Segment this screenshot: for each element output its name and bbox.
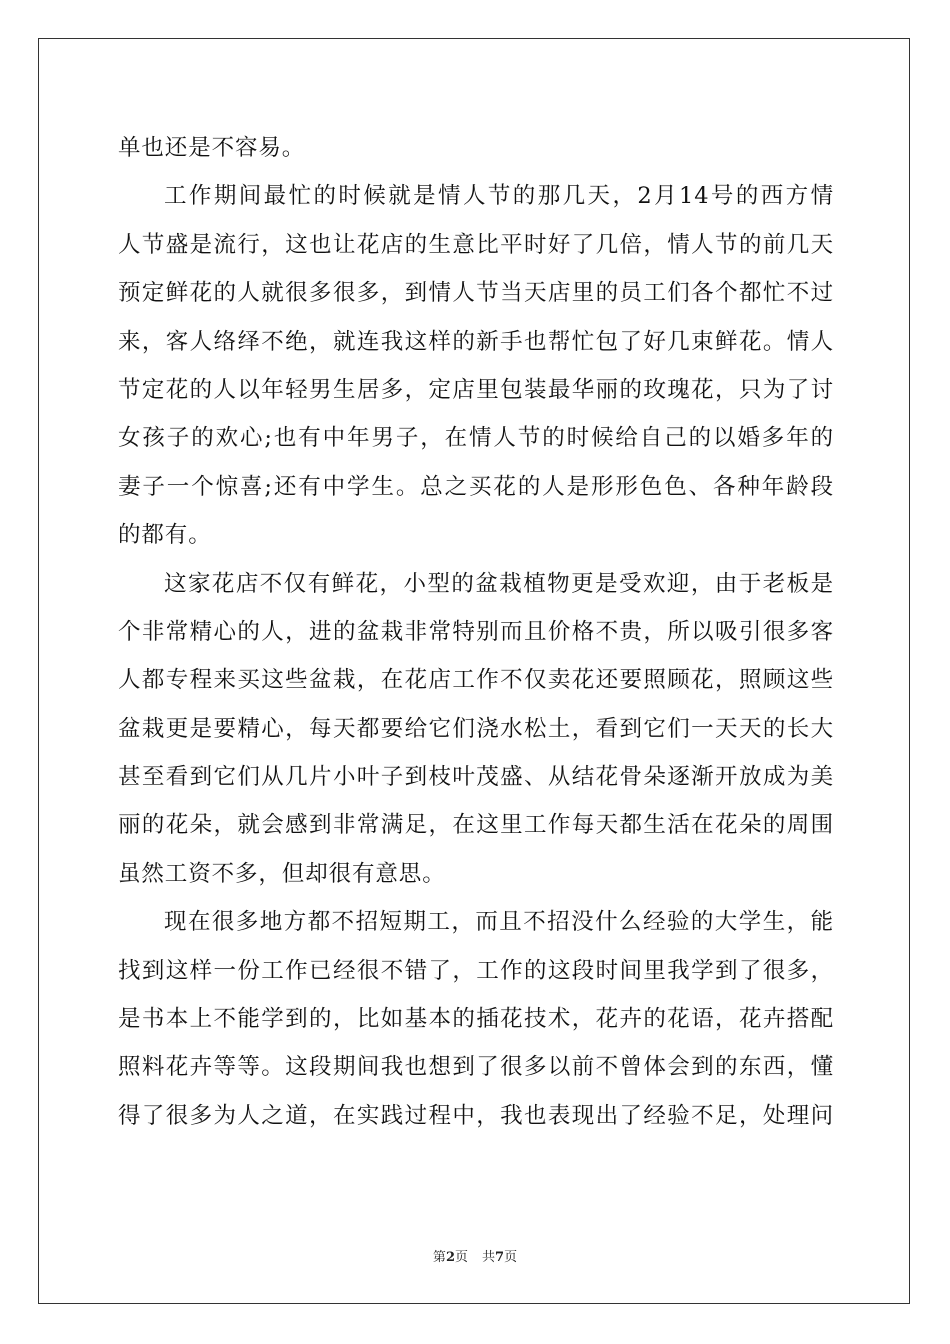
text-line: 盆栽更是要精心，每天都要给它们浇水松土，看到它们一天天的长大 <box>118 715 834 742</box>
text-line: 预定鲜花的人就很多很多，到情人节当天店里的员工们各个都忙不过 <box>118 280 834 307</box>
page-number-prefix: 第 <box>432 1250 446 1265</box>
current-page-number: 2 <box>445 1250 455 1265</box>
text-line: 虽然工资不多，但却很有意思。 <box>118 860 446 887</box>
page-number-suffix: 页 <box>454 1250 468 1265</box>
text-line: 的都有。 <box>118 522 212 549</box>
total-pages-prefix: 共 <box>482 1250 496 1265</box>
text-line: 节定花的人以年轻男生居多，定店里包装最华丽的玫瑰花，只为了讨 <box>118 376 834 403</box>
text-line: 找到这样一份工作已经很不错了，工作的这段时间里我学到了很多， <box>118 957 834 984</box>
total-pages-suffix: 页 <box>504 1250 518 1265</box>
text-line: 是书本上不能学到的，比如基本的插花技术，花卉的花语，花卉搭配 <box>118 1006 834 1033</box>
text-line: 妻子一个惊喜;还有中学生。总之买花的人是形形色色、各种年龄段 <box>118 473 834 500</box>
page-footer <box>0 1246 950 1265</box>
text-line: 单也还是不容易。 <box>118 135 306 161</box>
text-line: 照料花卉等等。这段期间我也想到了很多以前不曾体会到的东西，懂 <box>118 1054 834 1081</box>
text-line: 得了很多为人之道，在实践过程中，我也表现出了经验不足，处理问 <box>118 1102 834 1129</box>
text-line: 个非常精心的人，进的盆栽非常特别而且价格不贵，所以吸引很多客 <box>118 618 834 645</box>
total-page-count: 7 <box>495 1250 505 1265</box>
text-line: 丽的花朵，就会感到非常满足，在这里工作每天都生活在花朵的周围 <box>118 812 834 839</box>
text-line: 人节盛是流行，这也让花店的生意比平时好了几倍，情人节的前几天 <box>118 231 834 258</box>
paragraph-start-line: 这家花店不仅有鲜花，小型的盆栽植物更是受欢迎，由于老板是 <box>164 570 834 597</box>
document-body <box>118 124 834 1140</box>
text-line: 甚至看到它们从几片小叶子到枝叶茂盛、从结花骨朵逐渐开放成为美 <box>118 764 834 791</box>
paragraph-start-line: 工作期间最忙的时候就是情人节的那几天，2月14号的西方情 <box>164 183 834 210</box>
text-line: 来，客人络绎不绝，就连我这样的新手也帮忙包了好几束鲜花。情人 <box>118 328 834 355</box>
paragraph-start-line: 现在很多地方都不招短期工，而且不招没什么经验的大学生，能 <box>164 909 834 936</box>
text-line: 女孩子的欢心;也有中年男子，在情人节的时候给自己的以婚多年的 <box>118 425 834 452</box>
text-line: 人都专程来买这些盆栽，在花店工作不仅卖花还要照顾花，照顾这些 <box>118 667 834 694</box>
